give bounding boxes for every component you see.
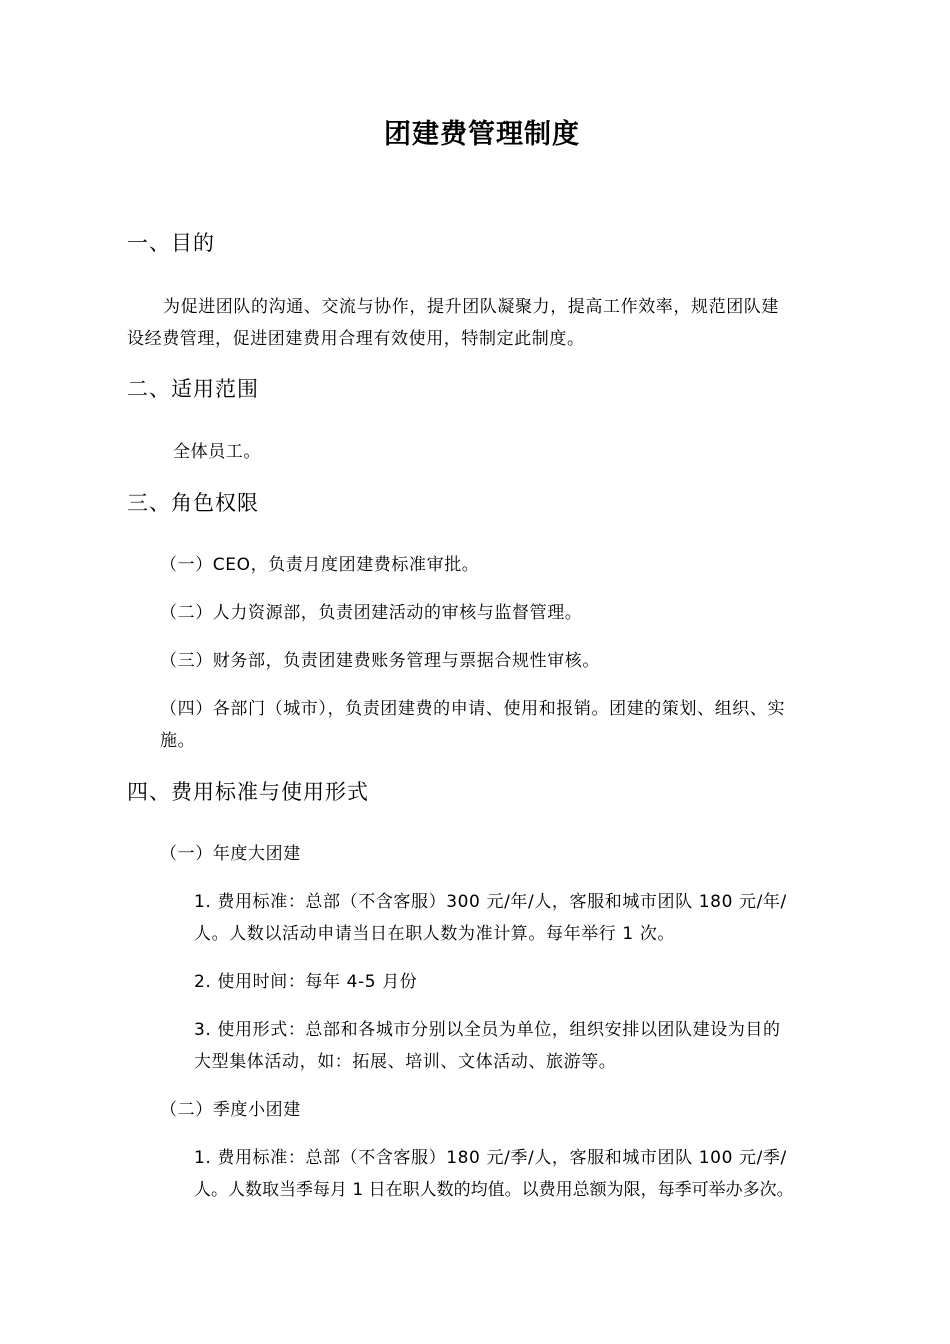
section-heading-purpose: 一、目的	[127, 231, 215, 255]
annual-item-3-line-2: 大型集体活动，如：拓展、培训、文体活动、旅游等。	[194, 1052, 617, 1072]
section-heading-standards: 四、费用标准与使用形式	[127, 780, 369, 804]
section-heading-scope: 二、适用范围	[127, 377, 259, 401]
subsection-annual-label: （一）年度大团建	[160, 844, 301, 864]
annual-item-1-line-1: 1. 费用标准：总部（不含客服）300 元/年/人，客服和城市团队 180 元/年/	[194, 892, 787, 912]
role-item-departments-cont: 施。	[160, 731, 196, 751]
purpose-line-1: 为促进团队的沟通、交流与协作，提升团队凝聚力，提高工作效率，规范团队建	[163, 297, 779, 317]
subsection-quarterly-label: （二）季度小团建	[160, 1100, 301, 1120]
purpose-line-2: 设经费管理，促进团建费用合理有效使用，特制定此制度。	[127, 329, 585, 349]
role-item-hr: （二）人力资源部，负责团建活动的审核与监督管理。	[160, 603, 583, 623]
annual-item-3-line-1: 3. 使用形式：总部和各城市分别以全员为单位，组织安排以团队建设为目的	[194, 1020, 781, 1040]
scope-text: 全体员工。	[173, 442, 261, 462]
role-item-ceo: （一）CEO，负责月度团建费标准审批。	[160, 555, 480, 575]
quarterly-item-1-line-2: 人。人数取当季每月 1 日在职人数的均值。以费用总额为限，每季可举办多次。	[194, 1180, 794, 1200]
annual-item-2: 2. 使用时间：每年 4-5 月份	[194, 972, 418, 992]
role-item-finance: （三）财务部，负责团建费账务管理与票据合规性审核。	[160, 651, 600, 671]
quarterly-item-1-line-1: 1. 费用标准：总部（不含客服）180 元/季/人，客服和城市团队 100 元/季/	[194, 1148, 787, 1168]
role-item-departments: （四）各部门（城市），负责团建费的申请、使用和报销。团建的策划、组织、实	[160, 699, 786, 719]
section-heading-roles: 三、角色权限	[127, 491, 259, 515]
document-title: 团建费管理制度	[384, 119, 580, 150]
annual-item-1-line-2: 人。人数以活动申请当日在职人数为准计算。每年举行 1 次。	[194, 924, 676, 944]
